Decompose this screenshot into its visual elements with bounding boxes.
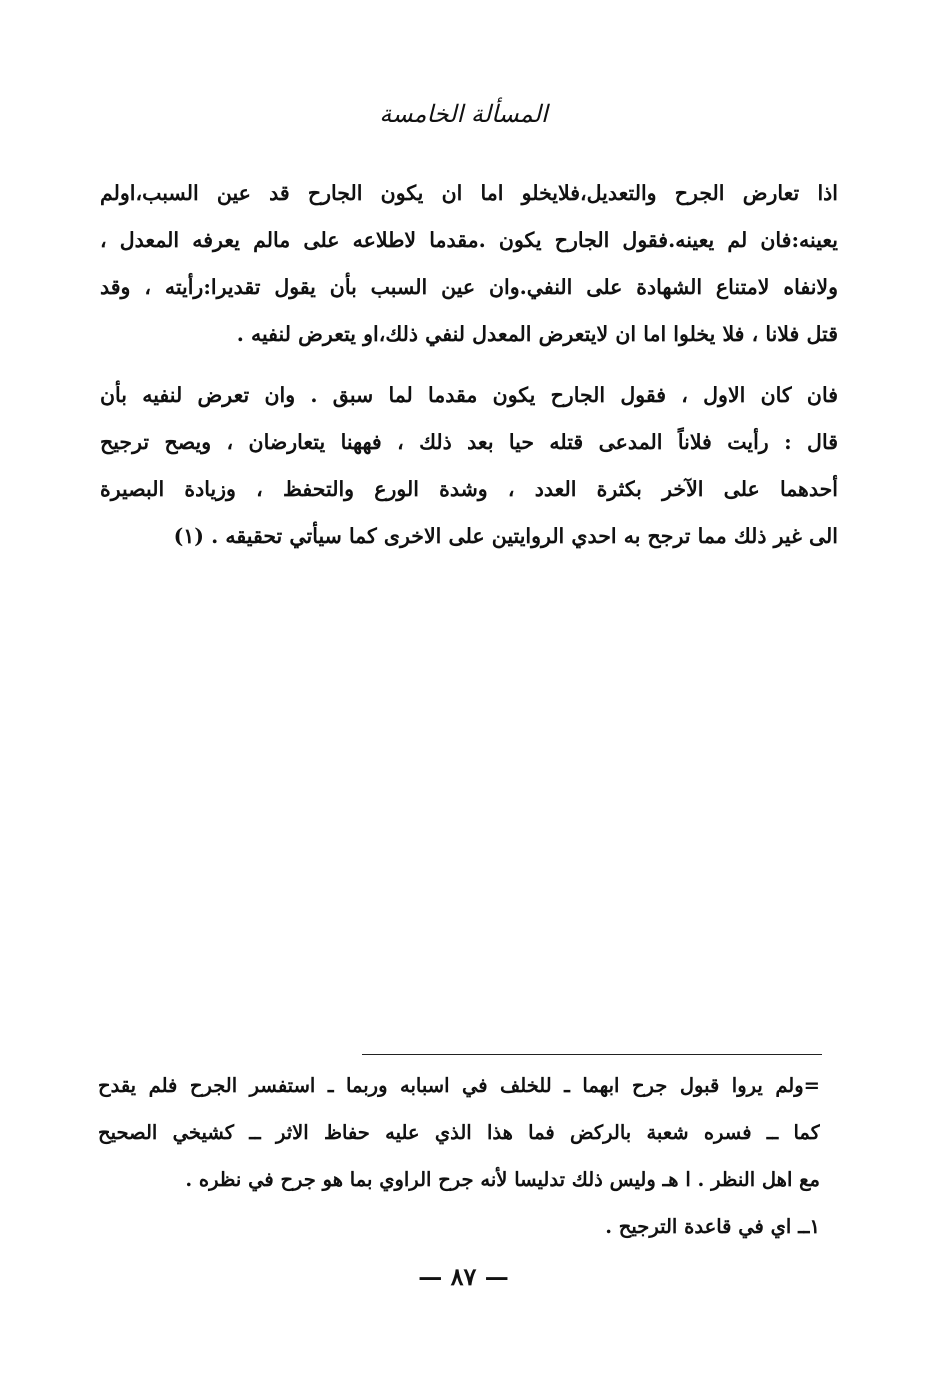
footnote-line: مع اهل النظر . ا هـ وليس ذلك تدليسا لأنه جرح الراوي بما هو جرح في نظره . [185,1168,820,1191]
paragraph-2 [100,372,838,560]
text-line: يعينه:فان لم يعينه.فقول الجارح يكون .مقدما لاطلاعه على مالم يعرفه المعدل ، [100,228,838,252]
paragraph-1 [100,170,838,358]
page-number: — ٨٧ — [418,1262,509,1291]
footnote-line: =ولم يروا قبول جرح ابهما ـ للخلف في اسبابه وربما ـ استفسر الجرح فلم يقدح [98,1074,820,1097]
text-line: قال : رأيت فلاناً المدعى قتله حيا بعد ذلك ، فههنا يتعارضان ، ويصح ترجيح [100,430,838,454]
footnote-line: كما ــ فسره شعبة بالركض فما هذا الذي عليه حفاظ الاثر ــ كشيخي الصحيح [98,1121,820,1144]
main-text [100,170,838,560]
text-line: اذا تعارض الجرح والتعديل،فلايخلو اما ان يكون الجارح قد عين السبب،اولم [100,181,838,205]
text-line: الى غير ذلك مما ترجح به احدي الروايتين على الاخرى كما سيأتي تحقيقه . (١) [173,524,838,548]
text-line: قتل فلانا ، فلا يخلوا اما ان لايتعرض المعدل لنفي ذلك،او يتعرض لنفيه . [236,322,838,346]
footnote-1: ١ــ اي في قاعدة الترجيح . [605,1215,820,1238]
text-line: فان كان الاول ، فقول الجارح يكون مقدما لما سبق . وان تعرض لنفيه بأن [100,383,838,407]
running-title: المسألة الخامسة [379,100,548,128]
footnote-divider [362,1054,822,1055]
footnotes [98,1062,820,1250]
text-line: ولانفاه لامتناع الشهادة على النفي.وان عين السبب بأن يقول تقديرا:رأيته ، وقد [100,275,838,299]
text-line: أحدهما على الآخر بكثرة العدد ، وشدة الورع والتحفظ ، وزيادة البصيرة [100,477,838,501]
